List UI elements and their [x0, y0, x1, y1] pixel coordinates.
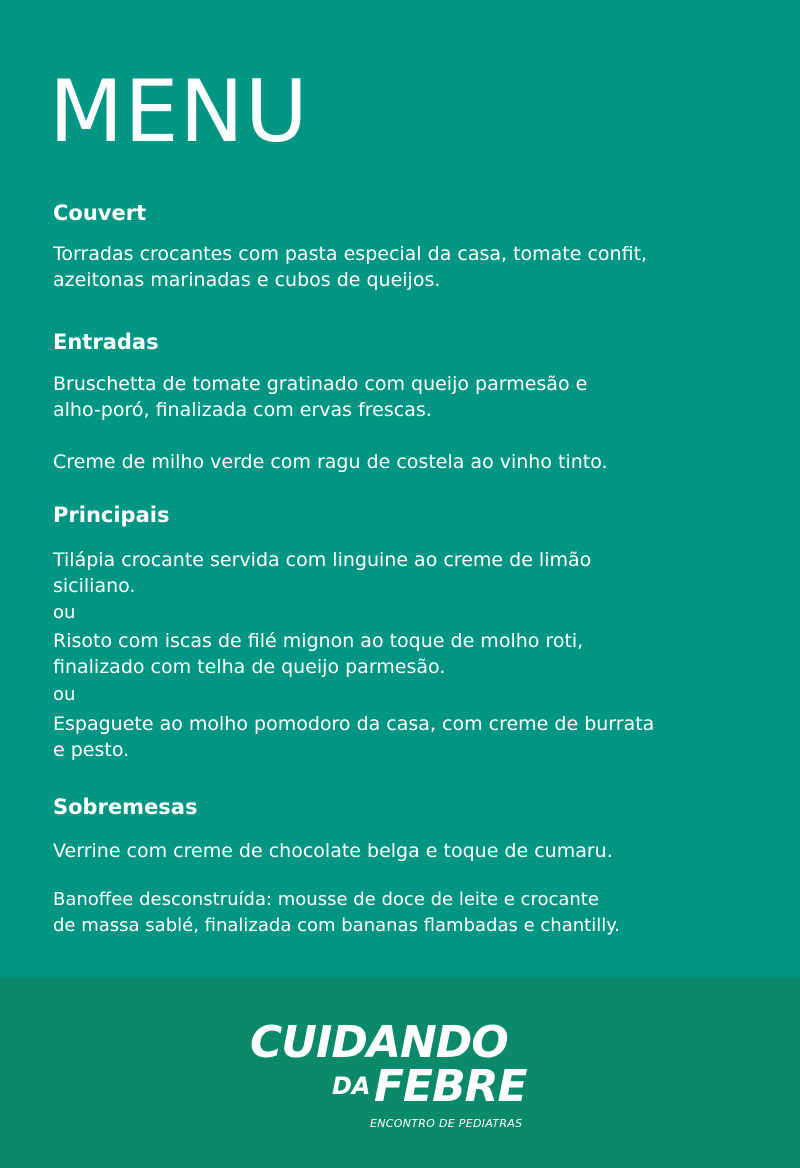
dish-sobremesas-1: Verrine com creme de chocolate belga e toque de cumaru.: [53, 840, 613, 862]
dish-principais-2: Risoto com iscas de filé mignon ao toque de molho roti, finalizado com telha de queijo parmesão.: [53, 630, 584, 678]
event-logo: [250, 1017, 560, 1130]
or-separator-2: ou: [53, 684, 76, 705]
section-heading-entradas: Entradas: [53, 330, 159, 354]
footer: [0, 977, 800, 1168]
logo-text-febre: FEBRE: [374, 1061, 527, 1112]
logo-tagline: ENCONTRO DE PEDIATRAS: [370, 1117, 523, 1130]
section-heading-sobremesas: Sobremesas: [53, 795, 198, 819]
dish-principais-3: Espaguete ao molho pomodoro da casa, com creme de burrata e pesto.: [53, 713, 655, 761]
section-heading-couvert: Couvert: [53, 201, 147, 225]
dish-principais-1: Tilápia crocante servida com linguine ao creme de limão siciliano.: [53, 549, 592, 597]
dish-entradas-2: Creme de milho verde com ragu de costela ao vinho tinto.: [53, 451, 608, 473]
logo-text-cuidando: CUIDANDO: [250, 1017, 508, 1068]
page-title: MENU: [49, 62, 309, 162]
or-separator-1: ou: [53, 602, 76, 623]
dish-couvert-1: Torradas crocantes com pasta especial da casa, tomate confit, azeitonas marinadas e cubos de queijos.: [53, 243, 648, 291]
dish-sobremesas-2: Banoffee desconstruída: mousse de doce de leite e crocante de massa sablé, finalizada com bananas flambadas e chantilly.: [53, 889, 620, 936]
dish-entradas-1: Bruschetta de tomate gratinado com queijo parmesão e alho-poró, finalizada com ervas frescas.: [53, 373, 588, 421]
section-heading-principais: Principais: [53, 503, 170, 527]
logo-text-da: DA: [332, 1072, 371, 1100]
